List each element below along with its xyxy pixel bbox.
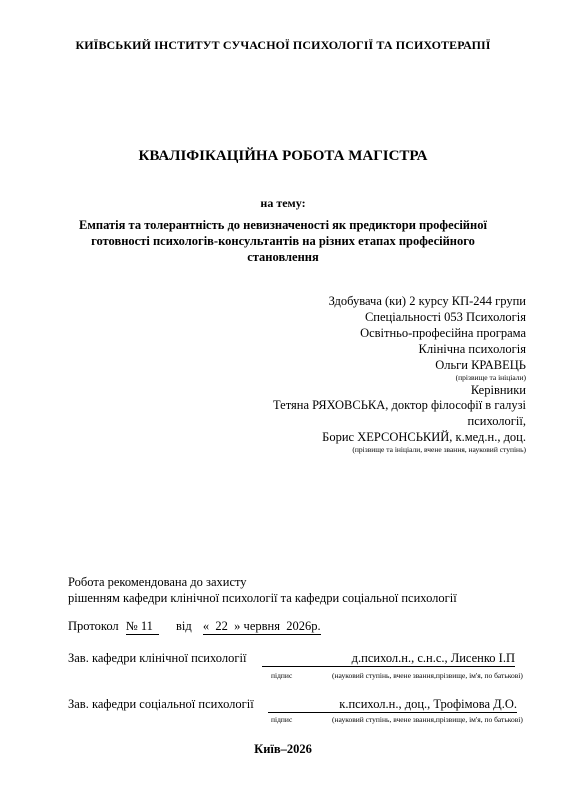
head-clinical-name-hint: (науковий ступінь, вчене звання,прізвище, ім'я, по батькові) [332, 671, 523, 680]
supervisor-line-3: Борис ХЕРСОНСЬКИЙ, к.мед.н., доц. [322, 430, 526, 444]
protocol-line [68, 619, 321, 635]
head-clinical-field [262, 651, 515, 667]
student-name: Ольги КРАВЕЦЬ [435, 358, 526, 372]
protocol-date-field [203, 619, 321, 635]
head-clinical-value: д.психол.н., с.н.с., Лисенко І.П [351, 651, 515, 665]
protocol-number-field [126, 619, 159, 635]
protocol-day: « 22 » [202, 619, 241, 633]
protocol-from: від [176, 619, 192, 633]
footer-city-year: Київ–2026 [254, 742, 312, 756]
head-social-value: к.психол.н., доц., Трофімова Д.О. [339, 697, 517, 711]
student-name-hint: (прізвище та ініціали) [455, 373, 526, 382]
head-clinical-sign-hint: підпис [271, 671, 293, 680]
protocol-number-prefix: № [125, 619, 138, 633]
student-line-4: Клінічна психологія [418, 342, 526, 356]
recommendation-line-1: Робота рекомендована до захисту [68, 575, 247, 589]
head-clinical-label: Зав. кафедри клінічної психології [68, 651, 247, 665]
student-line-3: Освітньо-професійна програма [360, 326, 526, 340]
head-social-name-hint: (науковий ступінь, вчене звання,прізвище, ім'я, по батькові) [332, 715, 523, 724]
supervisors-hint: (прізвище та ініціали, вчене звання, науковий ступінь) [352, 445, 526, 454]
supervisors-label: Керівники [470, 383, 526, 397]
theme-label: на тему: [260, 196, 306, 210]
student-line-1: Здобувача (ки) 2 курсу КП-244 групи [328, 294, 526, 308]
institute-name: КИЇВСЬКИЙ ІНСТИТУТ СУЧАСНОЇ ПСИХОЛОГІЇ ТА ПСИХОТЕРАПІЇ [75, 38, 491, 52]
recommendation-line-2: рішенням кафедри клінічної психології та кафедри соціальної психології [68, 591, 457, 605]
supervisor-line-2: психології, [467, 414, 526, 428]
student-line-2: Спеціальності 053 Психологія [364, 310, 526, 324]
protocol-label: Протокол [68, 619, 119, 633]
head-social-field [268, 697, 517, 713]
head-social-sign-hint: підпис [271, 715, 293, 724]
protocol-number: 11 [140, 619, 153, 633]
thesis-topic: Емпатія та толерантність до невизначеності як предиктори професійної готовності психологів-консультантів на різних етапах професійного становлення [79, 218, 487, 264]
document-title: КВАЛІФІКАЦІЙНА РОБОТА МАГІСТРА [138, 148, 428, 164]
supervisor-line-1: Тетяна РЯХОВСЬКА, доктор філософії в галузі [273, 398, 526, 412]
protocol-date-rest: червня 2026р. [243, 619, 321, 633]
head-social-label: Зав. кафедри соціальної психології [68, 697, 254, 711]
